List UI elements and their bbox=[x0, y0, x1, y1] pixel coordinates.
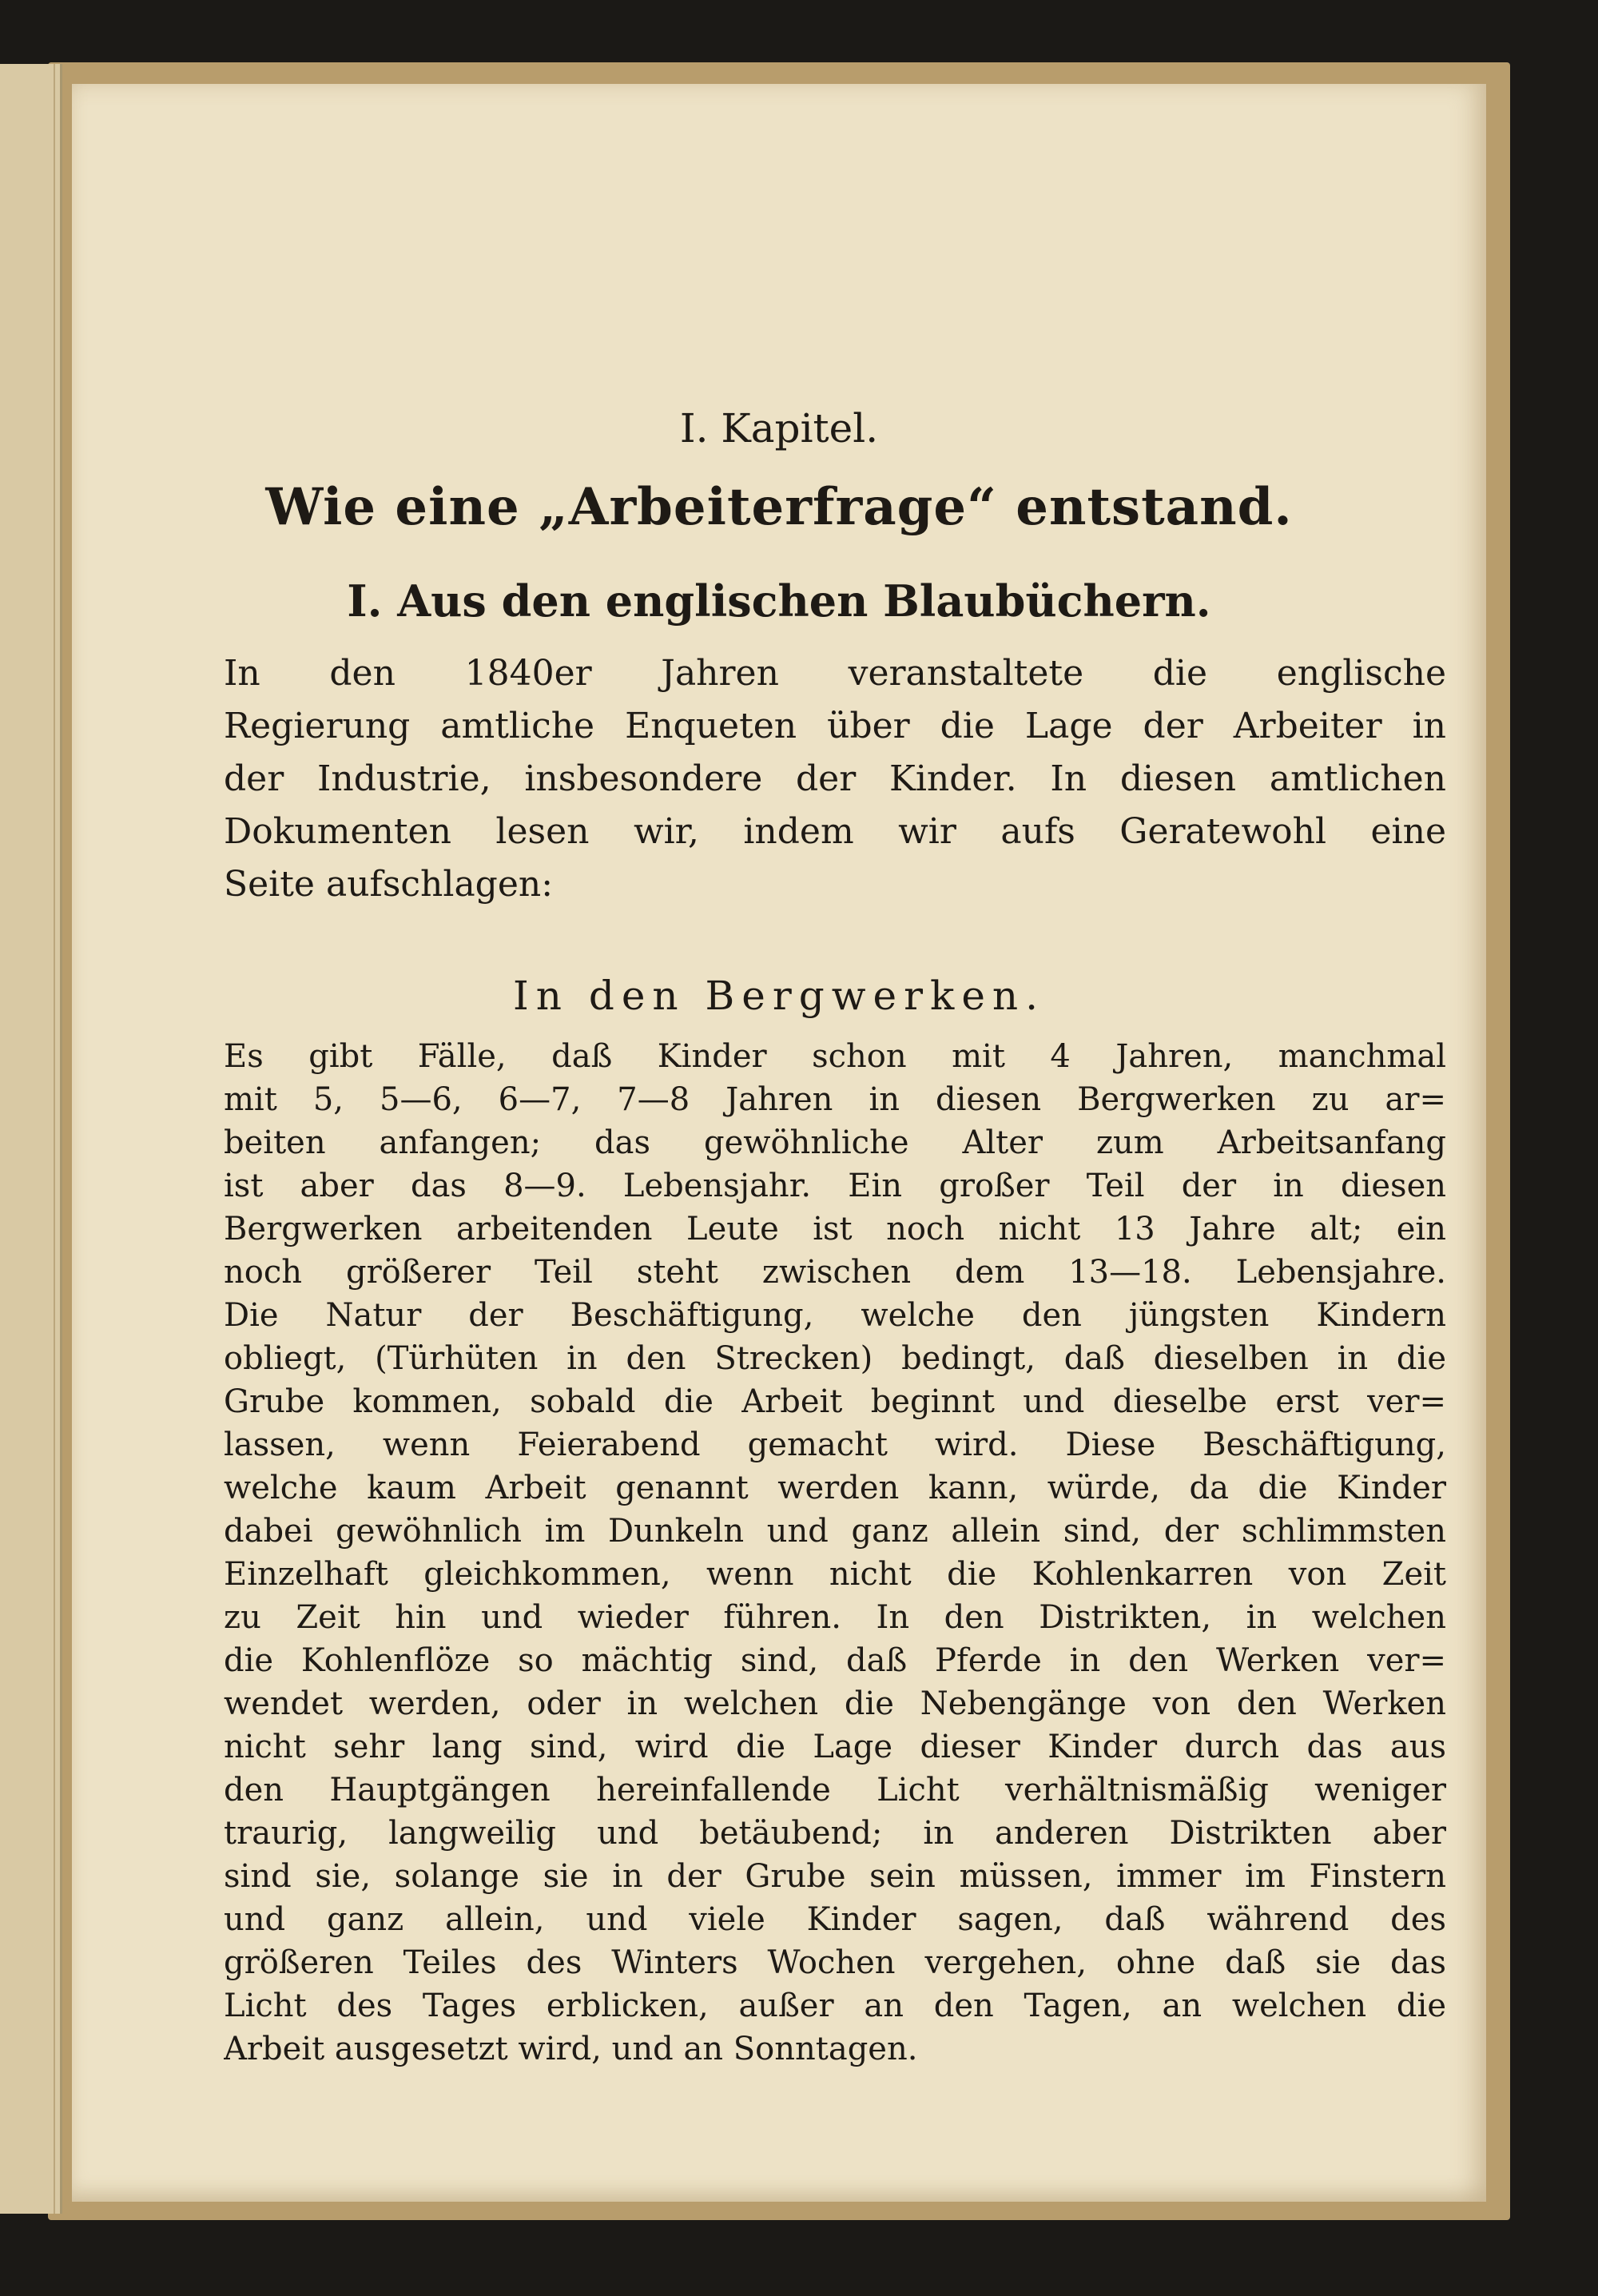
text-line: wendet werden, oder in welchen die Nebengänge von den Werken bbox=[224, 1685, 1446, 1722]
text-line: Licht des Tages erblicken, außer an den Tagen, an welchen die bbox=[224, 1988, 1446, 2024]
text-line: Arbeit ausgesetzt wird, und an Sonntagen. bbox=[224, 2031, 918, 2067]
text-line: noch größerer Teil steht zwischen dem 13—18. Lebensjahre. bbox=[224, 1254, 1446, 1291]
text-line: sind sie, solange sie in der Grube sein müssen, immer im Finstern bbox=[224, 1858, 1446, 1895]
text-line: den Hauptgängen hereinfallende Licht verhältnismäßig weniger bbox=[224, 1772, 1446, 1809]
text-line: dabei gewöhnlich im Dunkeln und ganz allein sind, der schlimmsten bbox=[224, 1513, 1446, 1550]
section-title: I. Aus den englischen Blaubüchern. bbox=[347, 575, 1211, 627]
text-line: ist aber das 8—9. Lebensjahr. Ein großer Teil der in diesen bbox=[224, 1168, 1446, 1204]
text-line: mit 5, 5—6, 6—7, 7—8 Jahren in diesen Bergwerken zu ar= bbox=[224, 1081, 1446, 1118]
chapter-title: Wie eine „Arbeiterfrage“ entstand. bbox=[265, 477, 1293, 537]
text-line: welche kaum Arbeit genannt werden kann, würde, da die Kinder bbox=[224, 1470, 1446, 1506]
text-line: die Kohlenflöze so mächtig sind, daß Pferde in den Werken ver= bbox=[224, 1642, 1446, 1679]
subheading: In den Bergwerken. bbox=[512, 973, 1046, 1019]
text-line: In den 1840er Jahren veranstaltete die englische bbox=[224, 653, 1446, 694]
text-line: Einzelhaft gleichkommen, wenn nicht die Kohlenkarren von Zeit bbox=[224, 1556, 1446, 1593]
intro-paragraph bbox=[224, 647, 1446, 911]
text-line: zu Zeit hin und wieder führen. In den Distrikten, in welchen bbox=[224, 1599, 1446, 1636]
text-line: lassen, wenn Feierabend gemacht wird. Diese Beschäftigung, bbox=[224, 1427, 1446, 1463]
text-line: Regierung amtliche Enqueten über die Lage der Arbeiter in bbox=[224, 706, 1446, 746]
text-line: und ganz allein, und viele Kinder sagen, daß während des bbox=[224, 1901, 1446, 1938]
previous-page-edge bbox=[0, 64, 62, 2214]
text-line: nicht sehr lang sind, wird die Lage dieser Kinder durch das aus bbox=[224, 1729, 1446, 1765]
text-line: Die Natur der Beschäftigung, welche den jüngsten Kindern bbox=[224, 1297, 1446, 1334]
text-line: Grube kommen, sobald die Arbeit beginnt und dieselbe erst ver= bbox=[224, 1383, 1446, 1420]
text-line: der Industrie, insbesondere der Kinder. In diesen amtlichen bbox=[224, 758, 1446, 799]
text-line: Seite aufschlagen: bbox=[224, 864, 554, 905]
book-page bbox=[72, 84, 1486, 2202]
text-line: beiten anfangen; das gewöhnliche Alter zum Arbeitsanfang bbox=[224, 1124, 1446, 1161]
text-line: Dokumenten lesen wir, indem wir aufs Geratewohl eine bbox=[224, 811, 1446, 852]
text-line: größeren Teiles des Winters Wochen vergehen, ohne daß sie das bbox=[224, 1944, 1446, 1981]
text-line: obliegt, (Türhüten in den Strecken) bedingt, daß dieselben in die bbox=[224, 1340, 1446, 1377]
text-line: Bergwerken arbeitenden Leute ist noch nicht 13 Jahre alt; ein bbox=[224, 1211, 1446, 1247]
text-line: traurig, langweilig und betäubend; in anderen Distrikten aber bbox=[224, 1815, 1446, 1852]
quote-paragraph bbox=[224, 1035, 1446, 2071]
chapter-label: I. Kapitel. bbox=[679, 405, 879, 452]
text-line: Es gibt Fälle, daß Kinder schon mit 4 Jahren, manchmal bbox=[224, 1038, 1446, 1075]
